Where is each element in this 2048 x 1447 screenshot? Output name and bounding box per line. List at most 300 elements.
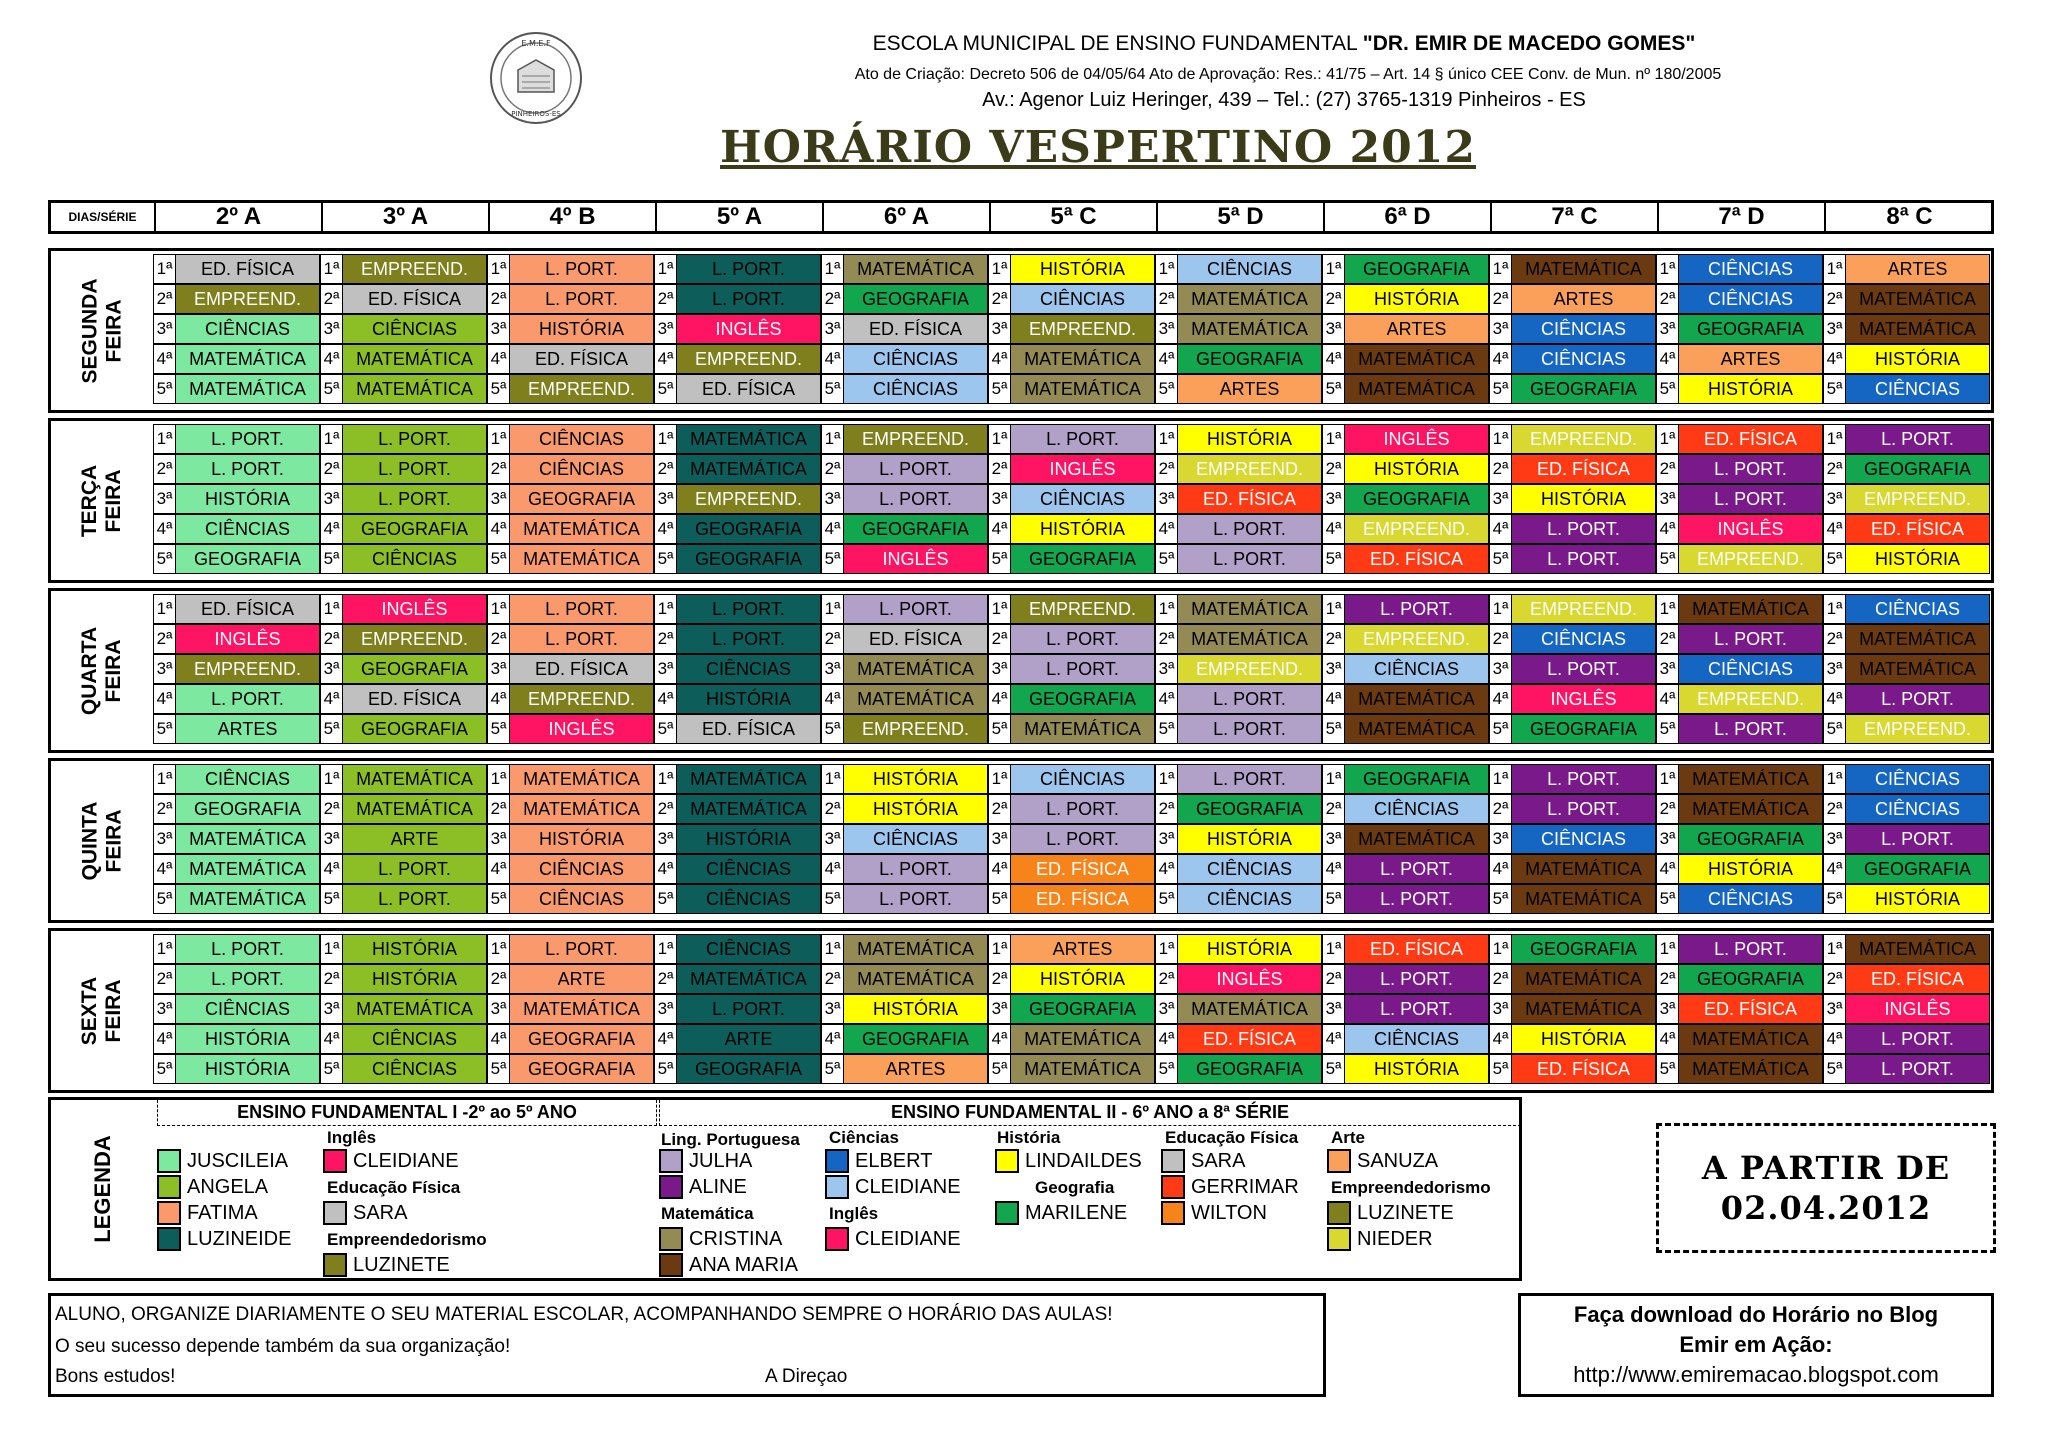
period-number: 1ª [1155,424,1177,454]
period-number: 2ª [1489,964,1511,994]
schedule-cell [1823,654,1990,684]
subject: MATEMÁTICA [509,764,654,794]
subject: MATEMÁTICA [1511,994,1656,1024]
period-number: 1ª [1155,764,1177,794]
subject: GEOGRAFIA [509,1024,654,1054]
subject: HISTÓRIA [676,684,821,714]
schedule-cell [487,654,654,684]
schedule-cell [654,964,821,994]
period-number: 2ª [1155,794,1177,824]
subject: HISTÓRIA [843,794,988,824]
schedule-cell [821,994,988,1024]
day-block [48,588,1994,753]
schedule-cell [1823,994,1990,1024]
schedule-cell [821,1054,988,1084]
schedule-cell [1823,684,1990,714]
period-number: 4ª [487,1024,509,1054]
schedule-cell [487,344,654,374]
period-number: 4ª [821,1024,843,1054]
period-number: 5ª [1656,544,1678,574]
schedule-cell [988,934,1155,964]
subject: L. PORT. [1511,514,1656,544]
subject: ED. FÍSICA [175,254,320,284]
schedule-cell [487,454,654,484]
schedule-cell [654,624,821,654]
period-number: 1ª [1322,254,1344,284]
class-header: 6º A [824,203,991,231]
day-label-text: SEGUNDA FEIRA [78,277,126,384]
subject: INGLÊS [342,594,487,624]
schedule-cell [821,424,988,454]
subject: HISTÓRIA [1344,454,1489,484]
period-number: 3ª [988,654,1010,684]
subject: CIÊNCIAS [342,1054,487,1084]
legend-cat-ciencias: Ciências [829,1128,899,1147]
period-number: 3ª [821,484,843,514]
subject: GEOGRAFIA [1511,374,1656,404]
period-number: 1ª [1823,254,1845,284]
period-number: 4ª [320,854,342,884]
schedule-cell [1155,594,1322,624]
period-number: 5ª [654,1054,676,1084]
class-column [320,591,487,750]
period-number: 4ª [1823,344,1845,374]
class-column [821,931,988,1090]
period-number: 1ª [654,424,676,454]
subject: L. PORT. [1010,794,1155,824]
period-number: 5ª [1155,884,1177,914]
subject: ED. FÍSICA [676,374,821,404]
period-number: 4ª [153,1024,175,1054]
class-column [320,251,487,410]
subject: HISTÓRIA [1177,934,1322,964]
schedule-cell [821,964,988,994]
schedule-cell [821,714,988,744]
subject: EMPREEND. [1344,514,1489,544]
schedule-cell [153,824,320,854]
schedule-cell [988,454,1155,484]
subject: ED. FÍSICA [1678,994,1823,1024]
schedule-cell [1322,374,1489,404]
legend-luzinete-empreend: LUZINETE [323,1252,450,1278]
period-number: 2ª [988,624,1010,654]
subject: HISTÓRIA [843,764,988,794]
schedule-cell [487,684,654,714]
subject: EMPREEND. [175,284,320,314]
subject: MATEMÁTICA [1511,964,1656,994]
subject: CIÊNCIAS [1010,284,1155,314]
subject: EMPREEND. [1845,484,1990,514]
legend-section-fundamental-2: ENSINO FUNDAMENTAL II - 6º ANO a 8ª SÉRIE [659,1100,1521,1126]
period-number: 3ª [654,484,676,514]
period-number: 4ª [487,514,509,544]
schedule-cell [1823,934,1990,964]
period-number: 4ª [320,344,342,374]
blog-link[interactable]: http://www.emiremacao.blogspot.com [1573,1362,1939,1387]
period-number: 4ª [320,684,342,714]
period-number: 2ª [821,964,843,994]
period-number: 1ª [1322,594,1344,624]
period-number: 4ª [1489,344,1511,374]
subject: GEOGRAFIA [175,794,320,824]
schedule-cell [320,1054,487,1084]
period-number: 3ª [320,314,342,344]
period-number: 5ª [1656,1054,1678,1084]
period-number: 2ª [487,964,509,994]
class-column [153,761,320,920]
period-number: 1ª [1656,424,1678,454]
schedule-cell [487,314,654,344]
subject: HISTÓRIA [1678,854,1823,884]
subject: GEOGRAFIA [1010,684,1155,714]
period-number: 2ª [821,454,843,484]
subject: MATEMÁTICA [1511,884,1656,914]
subject: GEOGRAFIA [676,544,821,574]
period-number: 5ª [821,1054,843,1084]
schedule-cell [821,934,988,964]
period-number: 3ª [1656,654,1678,684]
subject: L. PORT. [1010,824,1155,854]
class-column [153,421,320,580]
period-number: 5ª [320,884,342,914]
page-header [0,0,2048,200]
period-number: 2ª [654,624,676,654]
day-label-text: QUARTA FEIRA [77,626,125,715]
schedule-cell [654,594,821,624]
period-number: 4ª [988,1024,1010,1054]
period-number: 5ª [1155,374,1177,404]
period-number: 1ª [654,594,676,624]
period-number: 2ª [1322,794,1344,824]
schedule-cell [487,424,654,454]
subject: MATEMÁTICA [342,764,487,794]
subject: EMPREEND. [1678,684,1823,714]
period-number: 5ª [821,374,843,404]
schedule-cell [988,544,1155,574]
subject: INGLÊS [843,544,988,574]
schedule-cell [153,994,320,1024]
class-column [487,931,654,1090]
subject: MATEMÁTICA [676,794,821,824]
period-number: 2ª [1489,284,1511,314]
subject: HISTÓRIA [509,314,654,344]
subject: INGLÊS [1010,454,1155,484]
schedule-cell [988,994,1155,1024]
period-number: 4ª [654,1024,676,1054]
schedule-cell [1656,854,1823,884]
period-number: 2ª [988,964,1010,994]
period-number: 4ª [654,854,676,884]
period-number: 3ª [153,484,175,514]
period-number: 3ª [1322,654,1344,684]
period-number: 2ª [1823,624,1845,654]
period-number: 2ª [487,454,509,484]
period-number: 1ª [1656,764,1678,794]
schedule-cell [821,484,988,514]
period-number: 2ª [320,794,342,824]
class-column [821,591,988,750]
period-number: 3ª [320,994,342,1024]
schedule-cell [1155,1054,1322,1084]
schedule-cell [654,424,821,454]
schedule-cell [320,764,487,794]
period-number: 3ª [1322,824,1344,854]
subject: EMPREEND. [342,254,487,284]
schedule-cell [1489,314,1656,344]
period-number: 4ª [153,684,175,714]
subject: HISTÓRIA [843,994,988,1024]
schedule-cell [153,1054,320,1084]
schedule-cell [1155,374,1322,404]
subject: MATEMÁTICA [676,424,821,454]
subject: EMPREEND. [1010,314,1155,344]
period-number: 1ª [487,254,509,284]
subject: CIÊNCIAS [676,934,821,964]
day-label-text: SEXTA FEIRA [78,976,125,1045]
subject: L. PORT. [676,594,821,624]
page-title: HORÁRIO VESPERTINO 2012 [720,122,1476,173]
period-number: 3ª [821,314,843,344]
period-number: 4ª [821,344,843,374]
period-number: 3ª [988,824,1010,854]
swatch [659,1149,683,1173]
subject: INGLÊS [1177,964,1322,994]
subject: ARTE [676,1024,821,1054]
period-number: 3ª [988,314,1010,344]
period-number: 4ª [1823,1024,1845,1054]
schedule-cell [153,794,320,824]
period-number: 4ª [1656,344,1678,374]
subject: CIÊNCIAS [1177,254,1322,284]
class-column [1155,931,1322,1090]
subject: ARTES [1177,374,1322,404]
period-number: 1ª [320,594,342,624]
class-column [1823,421,1990,580]
schedule-cell [1656,684,1823,714]
schedule-cell [1656,624,1823,654]
subject: INGLÊS [1344,424,1489,454]
period-number: 3ª [153,314,175,344]
period-number: 2ª [1489,454,1511,484]
subject: MATEMÁTICA [1678,764,1823,794]
legend-cristina: CRISTINA [659,1226,782,1252]
schedule-cell [1155,284,1322,314]
schedule-cell [988,624,1155,654]
legend-cat-lport: Ling. Portuguesa [661,1130,800,1149]
swatch [323,1253,347,1277]
subject: L. PORT. [1678,454,1823,484]
schedule-cell [1322,654,1489,684]
period-number: 1ª [1823,594,1845,624]
subject: MATEMÁTICA [1177,284,1322,314]
schedule-cell [1489,374,1656,404]
class-header: 2º A [156,203,323,231]
subject: MATEMÁTICA [509,514,654,544]
subject: L. PORT. [1511,794,1656,824]
schedule-cell [1155,1024,1322,1054]
subject: MATEMÁTICA [1511,854,1656,884]
subject: CIÊNCIAS [1344,654,1489,684]
subject: MATEMÁTICA [1678,794,1823,824]
schedule-cell [1656,594,1823,624]
legend [48,1097,1522,1281]
subject: CIÊNCIAS [1344,794,1489,824]
schedule-cell [1155,884,1322,914]
period-number: 2ª [1322,284,1344,314]
period-number: 2ª [1823,794,1845,824]
schedule-cell [654,544,821,574]
period-number: 3ª [1155,314,1177,344]
schedule-cell [654,654,821,684]
schedule-cell [988,794,1155,824]
period-number: 3ª [1656,484,1678,514]
subject: L. PORT. [1511,544,1656,574]
period-number: 4ª [654,514,676,544]
subject: MATEMÁTICA [676,454,821,484]
swatch [1161,1201,1185,1225]
subject: ARTE [509,964,654,994]
legend-cleidiane-ingles-2: CLEIDIANE [825,1226,961,1252]
subject: EMPREEND. [1511,594,1656,624]
subject: GEOGRAFIA [1177,794,1322,824]
swatch [995,1201,1019,1225]
subject: MATEMÁTICA [342,994,487,1024]
subject: ED. FÍSICA [175,594,320,624]
schedule-cell [1823,764,1990,794]
subject: CIÊNCIAS [1845,794,1990,824]
subject: ED. FÍSICA [509,344,654,374]
subject: GEOGRAFIA [509,484,654,514]
class-column [654,591,821,750]
period-number: 4ª [1322,1024,1344,1054]
period-number: 1ª [1823,764,1845,794]
period-number: 4ª [1823,684,1845,714]
schedule-cell [1656,484,1823,514]
period-number: 3ª [654,654,676,684]
schedule-cell [1489,1024,1656,1054]
period-number: 2ª [1155,624,1177,654]
subject: GEOGRAFIA [342,654,487,684]
period-number: 1ª [1322,934,1344,964]
class-column [1823,251,1990,410]
schedule-cell [988,1024,1155,1054]
period-number: 4ª [988,344,1010,374]
swatch [659,1175,683,1199]
schedule-cell [1322,1054,1489,1084]
schedule-cell [1489,994,1656,1024]
subject: CIÊNCIAS [1511,344,1656,374]
class-column [821,251,988,410]
schedule-cell [487,1024,654,1054]
period-number: 3ª [821,824,843,854]
subject: CIÊNCIAS [1678,284,1823,314]
subject: L. PORT. [1511,654,1656,684]
period-number: 1ª [320,764,342,794]
period-number: 3ª [654,994,676,1024]
subject: HISTÓRIA [1845,344,1990,374]
schedule-cell [821,654,988,684]
class-column [988,251,1155,410]
subject: MATEMÁTICA [509,794,654,824]
period-number: 4ª [1155,854,1177,884]
schedule-cell [988,824,1155,854]
legend-fatima: FATIMA [157,1200,258,1226]
period-number: 3ª [1823,824,1845,854]
period-number: 2ª [821,794,843,824]
day-label [51,931,153,1090]
period-number: 4ª [1823,854,1845,884]
subject: ED. FÍSICA [843,314,988,344]
class-column [1322,931,1489,1090]
subject: CIÊNCIAS [1177,884,1322,914]
subject: MATEMÁTICA [342,344,487,374]
subject: L. PORT. [1177,684,1322,714]
subject: INGLÊS [1845,994,1990,1024]
schedule-cell [1322,1024,1489,1054]
period-number: 5ª [153,1054,175,1084]
subject: MATEMÁTICA [1344,684,1489,714]
subject: L. PORT. [175,424,320,454]
subject: CIÊNCIAS [175,514,320,544]
period-number: 5ª [654,374,676,404]
subject: GEOGRAFIA [1511,934,1656,964]
class-column [821,421,988,580]
period-number: 5ª [1489,884,1511,914]
swatch [825,1227,849,1251]
schedule-cell [1489,544,1656,574]
period-number: 1ª [487,934,509,964]
subject: L. PORT. [509,284,654,314]
class-column [1656,421,1823,580]
subject: ED. FÍSICA [1010,854,1155,884]
schedule-cell [1823,594,1990,624]
schedule-cell [821,344,988,374]
schedule-cell [1656,994,1823,1024]
schedule-cell [1823,824,1990,854]
period-number: 1ª [153,934,175,964]
schedule-cell [988,254,1155,284]
schedule-cell [320,624,487,654]
period-number: 4ª [1322,344,1344,374]
period-number: 2ª [153,454,175,484]
schedule-cell [320,374,487,404]
period-number: 3ª [153,994,175,1024]
period-number: 4ª [487,344,509,374]
subject: L. PORT. [1344,854,1489,884]
period-number: 4ª [821,684,843,714]
schedule-cell [1322,884,1489,914]
swatch [1161,1175,1185,1199]
schedule-cell [320,544,487,574]
subject: CIÊNCIAS [676,854,821,884]
period-number: 3ª [1489,314,1511,344]
period-number: 3ª [821,994,843,1024]
subject: ED. FÍSICA [676,714,821,744]
class-column [1656,761,1823,920]
subject: MATEMÁTICA [175,884,320,914]
period-number: 1ª [320,424,342,454]
schedule-cell [821,454,988,484]
period-number: 3ª [1155,824,1177,854]
schedule-cell [654,794,821,824]
download-line-1: Faça download do Horário no Blog [1573,1302,1939,1327]
period-number: 5ª [1823,374,1845,404]
effective-date-stamp [1656,1123,1996,1253]
school-name: ESCOLA MUNICIPAL DE ENSINO FUNDAMENTAL "DR. EMIR DE MACEDO GOMES" [872,32,1696,55]
subject: EMPREEND. [1344,624,1489,654]
period-number: 2ª [988,794,1010,824]
subject: MATEMÁTICA [509,544,654,574]
